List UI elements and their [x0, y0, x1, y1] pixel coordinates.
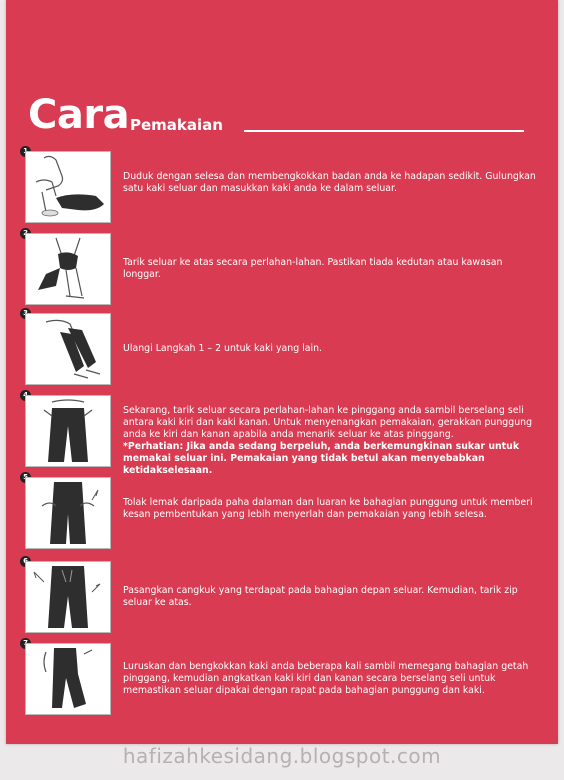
- step-3-illustration: [25, 313, 111, 385]
- step-1-illustration: [25, 151, 111, 223]
- step-7-text: Luruskan dan bengkokkan kaki anda beberapa kali sambil memegang bahagian getah pinggang, kemudian angkatkan kaki kiri dan kanan secara berselang seli untuk memastikan seluar dipakai dengan rapat pada bahagian punggung dan kaki.: [123, 661, 529, 696]
- step-7-illustration: [25, 643, 111, 715]
- title-underline: [244, 130, 524, 132]
- step-4-text: [123, 405, 543, 477]
- step-6-illustration: [25, 561, 111, 633]
- watermark: hafizahkesidang.blogspot.com: [122, 744, 442, 768]
- title-row: [28, 92, 538, 142]
- step-3-text: Ulangi Langkah 1 – 2 untuk kaki yang lain.: [123, 343, 323, 354]
- step-4-illustration: [25, 395, 111, 467]
- step-1-text: Duduk dengan selesa dan membengkokkan badan anda ke hadapan sedikit. Gulungkan satu kaki seluar dan masukkan kaki anda ke dalam seluar.: [123, 171, 536, 194]
- page-title: Cara: [28, 92, 130, 138]
- step-4-main-text: Sekarang, tarik seluar secara perlahan-lahan ke pinggang anda sambil berselang seli antara kaki kiri dan kaki kanan. Untuk menyenangkan pemakaian, gerakkan punggung anda ke kiri dan kanan apabila anda menarik seluar ke atas pinggang.: [123, 405, 533, 440]
- page-subtitle: Pemakaian: [130, 116, 223, 134]
- step-5-text: Tolak lemak daripada paha dalaman dan luaran ke bahagian punggung untuk memberi kesan pembentukan yang lebih menyerlah dan pemakaian yang lebih selesa.: [123, 497, 533, 520]
- step-6-text: Pasangkan cangkuk yang terdapat pada bahagian depan seluar. Kemudian, tarik zip seluar ke atas.: [123, 585, 518, 608]
- instruction-card: [6, 0, 558, 744]
- step-5-illustration: [25, 477, 111, 549]
- step-2-illustration: [25, 233, 111, 305]
- step-4-note: *Perhatian: Jika anda sedang berpeluh, anda berkemungkinan sukar untuk memakai seluar ini. Pemakaian yang tidak betul akan menyebabkan ketidakselesaan.: [123, 441, 520, 476]
- step-2-text: Tarik seluar ke atas secara perlahan-lahan. Pastikan tiada kedutan atau kawasan longgar.: [123, 257, 503, 280]
